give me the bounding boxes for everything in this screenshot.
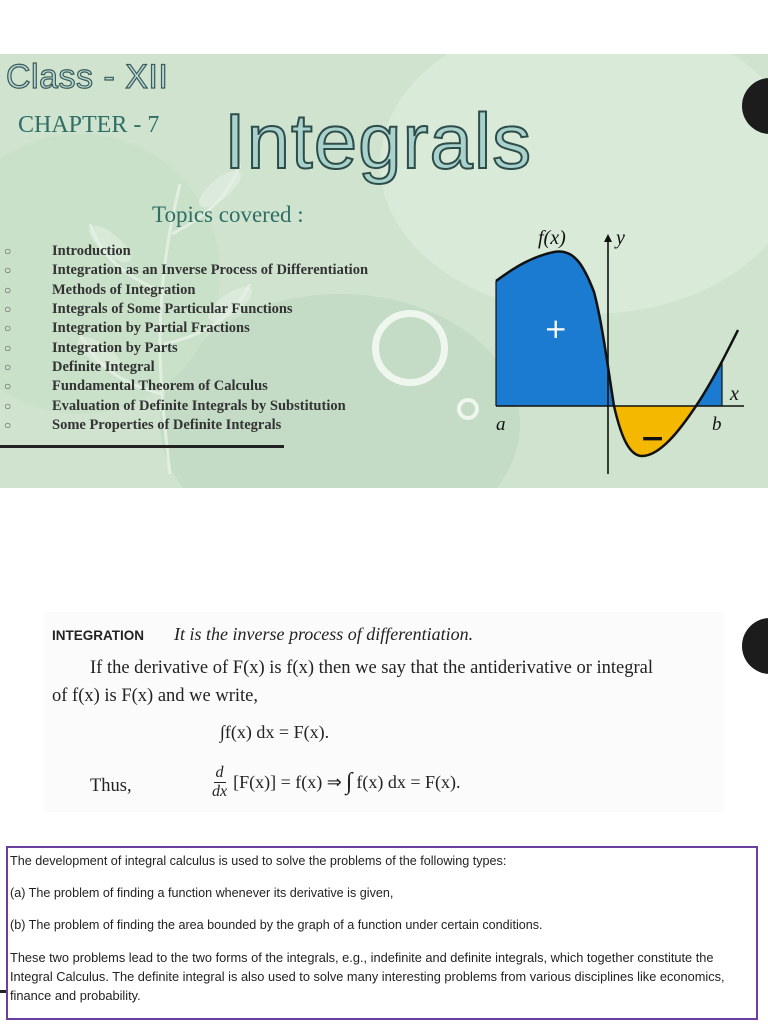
topic-label: Integrals of Some Particular Functions	[52, 301, 293, 318]
list-item	[4, 300, 368, 319]
chapter-title: Integrals	[224, 97, 533, 185]
formula-part: f(x) dx = F(x).	[356, 772, 461, 792]
definition-line: of f(x) is F(x) and we write,	[52, 686, 259, 706]
x-axis-label: x	[730, 383, 739, 405]
bullet-icon: ○	[4, 302, 12, 317]
topic-label: Integration by Parts	[52, 339, 178, 356]
topic-label: Integration as an Inverse Process of Differentiation	[52, 262, 369, 279]
definition-label: INTEGRATION	[52, 628, 144, 643]
applications-item-b: (b) The problem of finding the area bounded by the graph of a function under certain conditions.	[10, 918, 543, 932]
definition-sentence: It is the inverse process of differentiation.	[174, 624, 474, 644]
formula-part: [F(x)] = f(x) ⇒	[233, 772, 342, 792]
list-item	[4, 358, 368, 377]
bullet-icon: ○	[4, 398, 12, 413]
bullet-icon: ○	[4, 379, 12, 394]
bullet-icon: ○	[4, 417, 12, 432]
decorative-ring	[372, 310, 448, 386]
topic-label: Evaluation of Definite Integrals by Substitution	[52, 397, 346, 414]
topic-label: Definite Integral	[52, 358, 155, 375]
bullet-icon: ○	[4, 340, 12, 355]
bullet-icon: ○	[4, 359, 12, 374]
class-title: Class - XII	[6, 58, 169, 96]
topic-label: Methods of Integration	[52, 281, 196, 298]
topics-heading: Topics covered :	[152, 202, 304, 227]
list-item	[4, 338, 368, 357]
bullet-icon: ○	[4, 263, 12, 278]
integral-formula: ∫f(x) dx = F(x).	[220, 722, 330, 742]
decorative-dot	[742, 618, 768, 674]
function-label: f(x)	[538, 227, 566, 249]
upper-limit-label: b	[712, 414, 722, 435]
bullet-icon: ○	[4, 282, 12, 297]
applications-box	[6, 846, 758, 1020]
bullet-icon: ○	[4, 244, 12, 259]
fraction-denominator: dx	[212, 783, 228, 800]
divider	[0, 445, 284, 448]
bullet-icon: ○	[4, 321, 12, 336]
topic-label: Integration by Partial Fractions	[52, 320, 250, 337]
list-item	[4, 319, 368, 338]
negative-sign: −	[640, 421, 666, 456]
y-axis-label: y	[616, 227, 625, 249]
list-item	[4, 377, 368, 396]
edge-mark	[0, 990, 6, 993]
applications-intro: The development of integral calculus is used to solve the problems of the following types:	[10, 854, 507, 868]
topic-label: Introduction	[52, 243, 131, 260]
chapter-label: CHAPTER - 7	[18, 112, 160, 138]
applications-item-a: (a) The problem of finding a function whenever its derivative is given,	[10, 886, 394, 900]
topic-label: Some Properties of Definite Integrals	[52, 416, 282, 433]
integral-sign: ∫	[345, 769, 353, 795]
definition-line: If the derivative of F(x) is f(x) then we say that the antiderivative or integral	[90, 658, 654, 678]
list-item	[4, 242, 368, 261]
topics-list	[4, 242, 368, 435]
derivative-fraction	[212, 764, 227, 801]
derivative-formula	[212, 764, 461, 801]
y-axis-arrow	[604, 234, 612, 242]
list-item	[4, 396, 368, 415]
lower-limit-label: a	[496, 414, 506, 435]
thus-label: Thus,	[90, 776, 132, 796]
fraction-numerator: d	[215, 764, 224, 781]
definite-integral-graph	[476, 226, 756, 478]
topic-label: Fundamental Theorem of Calculus	[52, 378, 268, 395]
list-item	[4, 261, 368, 280]
positive-sign: +	[544, 312, 568, 345]
list-item	[4, 281, 368, 300]
list-item	[4, 416, 368, 435]
applications-conclusion: These two problems lead to the two forms of the integrals, e.g., indefinite and definite integrals, which together constitute the Integral Calculus. The definite integral is also used to solve many interesting problems from various disciplines like economics, finance and probability.	[10, 950, 725, 1003]
integration-definition	[44, 612, 724, 812]
